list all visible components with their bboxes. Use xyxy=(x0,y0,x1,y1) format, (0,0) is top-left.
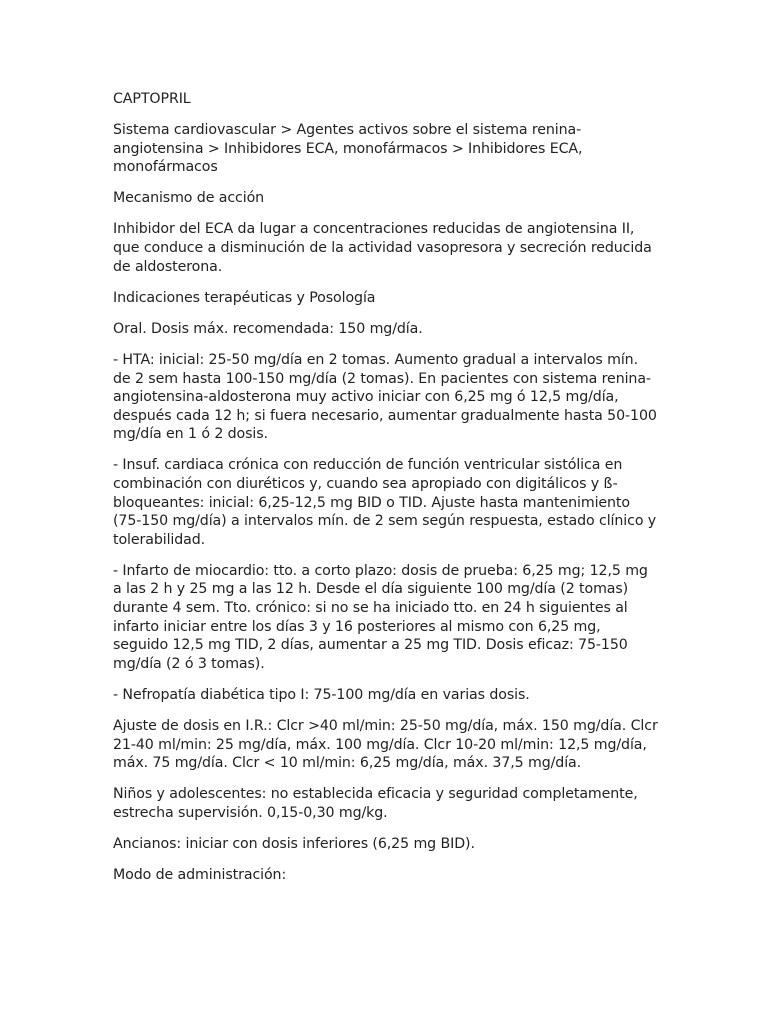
document-title: CAPTOPRIL xyxy=(113,91,191,107)
mechanism-heading: Mecanismo de acción xyxy=(113,190,265,207)
ninos-paragraph: Niños y adolescentes: no establecida eficacia y seguridad completamente, estrecha supervisión. 0,15-0,30 mg/kg. xyxy=(113,786,638,821)
insuf-cardiaca-paragraph: - Insuf. cardiaca crónica con reducción de función ventricular sistólica en combinación con diuréticos y, cuando sea apropiado con digitálicos y ß-bloqueantes: inicial: 6,25-12,5 mg BID o TID. Ajuste hasta mantenimiento (75-150 mg/día) a intervalos mín. de 2 sem según respuesta, estado clínico y tolerabilidad. xyxy=(113,457,657,548)
infarto-paragraph: - Infarto de miocardio: tto. a corto plazo: dosis de prueba: 6,25 mg; 12,5 mg a las 2 h y 25 mg a las 12 h. Desde el día siguiente 100 mg/día (2 tomas) durante 4 sem. Tto. crónico: si no se ha iniciado tto. en 24 h siguientes al infarto iniciar entre los días 3 y 16 posteriores al mismo con 6,25 mg, seguido 12,5 mg TID, 2 días, aumentar a 25 mg TID. Dosis eficaz: 75-150 mg/día (2 ó 3 tomas). xyxy=(113,562,648,672)
oral-dose: Oral. Dosis máx. recomendada: 150 mg/día. xyxy=(113,320,423,337)
administration-heading: Modo de administración: xyxy=(113,867,287,884)
ajuste-ir-paragraph: Ajuste de dosis en I.R.: Clcr >40 ml/min: 25-50 mg/día, máx. 150 mg/día. Clcr 21-40 ml/min: 25 mg/día, máx. 100 mg/día. Clcr 10-20 ml/min: 12,5 mg/día, máx. 75 mg/día. Clcr < 10 ml/min: 6,25 mg/día, máx. 37,5 mg/día. xyxy=(113,718,658,772)
hta-paragraph: - HTA: inicial: 25-50 mg/día en 2 tomas. Aumento gradual a intervalos mín. de 2 sem hasta 100-150 mg/día (2 tomas). En pacientes con sistema renina-angiotensina-aldosterona muy activo iniciar con 6,25 mg ó 12,5 mg/día, después cada 12 h; si fuera necesario, aumentar gradualmente hasta 50-100 mg/día en 1 ó 2 dosis. xyxy=(113,351,657,443)
mechanism-text: Inhibidor del ECA da lugar a concentraciones reducidas de angiotensina II, que conduce a disminución de la actividad vasopresora y secreción reducida de aldosterona. xyxy=(113,221,652,275)
breadcrumb: Sistema cardiovascular > Agentes activos sobre el sistema renina-angiotensina > Inhibidores ECA, monofármacos > Inhibidores ECA, monofármacos xyxy=(113,122,583,176)
indications-heading: Indicaciones terapéuticas y Posología xyxy=(113,289,376,306)
ancianos-paragraph: Ancianos: iniciar con dosis inferiores (6,25 mg BID). xyxy=(113,836,475,852)
document-page xyxy=(113,90,658,897)
nefropatia-paragraph: - Nefropatía diabética tipo I: 75-100 mg/día en varias dosis. xyxy=(113,686,530,703)
